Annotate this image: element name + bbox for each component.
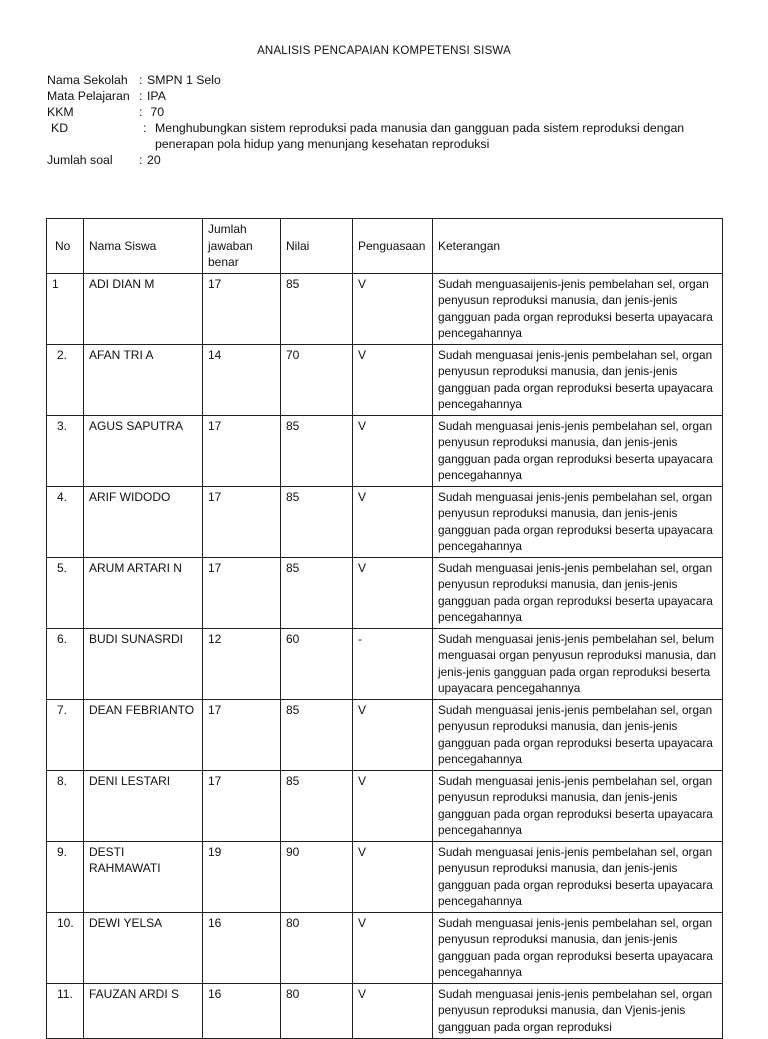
cell-mastery: V [353, 486, 433, 557]
cell-mastery: V [353, 344, 433, 415]
table-row [47, 628, 723, 699]
cell-no: 9. [47, 841, 84, 912]
header-name: Nama Siswa [84, 219, 203, 274]
cell-score: 85 [281, 699, 353, 770]
cell-mastery: - [353, 628, 433, 699]
meta-kkm-value: 70 [147, 105, 165, 119]
cell-score: 80 [281, 983, 353, 1038]
cell-remarks: Sudah menguasai jenis-jenis pembelahan sel, organ penyusun reproduksi manusia, dan jenis-jenis gangguan pada organ reproduksi beserta upayacara pencegahannya [433, 415, 723, 486]
cell-name: ARUM ARTARI N [84, 557, 203, 628]
meta-questions-row [47, 152, 727, 168]
cell-no: 8. [47, 770, 84, 841]
meta-questions-label: Jumlah soal [47, 153, 113, 167]
cell-score: 70 [281, 344, 353, 415]
cell-correct: 19 [203, 841, 281, 912]
table-row [47, 699, 723, 770]
cell-score: 85 [281, 415, 353, 486]
cell-correct: 17 [203, 486, 281, 557]
cell-score: 85 [281, 770, 353, 841]
table-row [47, 912, 723, 983]
meta-school-value: SMPN 1 Selo [147, 73, 221, 87]
cell-name: AGUS SAPUTRA [84, 415, 203, 486]
meta-colon: : [139, 89, 143, 103]
cell-mastery: V [353, 983, 433, 1038]
cell-mastery: V [353, 841, 433, 912]
header-remarks: Keterangan [433, 219, 723, 274]
cell-remarks: Sudah menguasai jenis-jenis pembelahan sel, organ penyusun reproduksi manusia, dan jenis-jenis gangguan pada organ reproduksi beserta upayacara pencegahannya [433, 770, 723, 841]
meta-kkm-label: KKM [47, 105, 74, 119]
table-row [47, 486, 723, 557]
meta-kd-label: KD [51, 121, 69, 135]
table-row [47, 770, 723, 841]
cell-remarks: Sudah menguasai jenis-jenis pembelahan sel, organ penyusun reproduksi manusia, dan jenis-jenis gangguan pada organ reproduksi beserta upayacara pencegahannya [433, 486, 723, 557]
cell-correct: 17 [203, 273, 281, 344]
cell-correct: 16 [203, 983, 281, 1038]
cell-correct: 16 [203, 912, 281, 983]
competency-table [46, 218, 723, 1039]
cell-remarks: Sudah menguasai jenis-jenis pembelahan sel, organ penyusun reproduksi manusia, dan jenis-jenis gangguan pada organ reproduksi beserta upayacara pencegahannya [433, 344, 723, 415]
cell-remarks: Sudah menguasai jenis-jenis pembelahan sel, organ penyusun reproduksi manusia, dan jenis-jenis gangguan pada organ reproduksi beserta upayacara pencegahannya [433, 699, 723, 770]
cell-no: 2. [47, 344, 84, 415]
cell-mastery: V [353, 415, 433, 486]
table-row [47, 841, 723, 912]
meta-questions-value: 20 [147, 153, 161, 167]
table-row [47, 557, 723, 628]
meta-subject-label: Mata Pelajaran [47, 89, 130, 103]
cell-remarks: Sudah menguasai jenis-jenis pembelahan sel, organ penyusun reproduksi manusia, dan jenis-jenis gangguan pada organ reproduksi beserta upayacara pencegahannya [433, 912, 723, 983]
cell-name: DEWI YELSA [84, 912, 203, 983]
cell-no: 4. [47, 486, 84, 557]
cell-score: 90 [281, 841, 353, 912]
cell-no: 5. [47, 557, 84, 628]
cell-remarks: Sudah menguasai jenis-jenis pembelahan sel, organ penyusun reproduksi manusia, dan Vjenis-jenis gangguan pada organ reproduksi [433, 983, 723, 1038]
cell-score: 85 [281, 557, 353, 628]
document-title: ANALISIS PENCAPAIAN KOMPETENSI SISWA [257, 45, 511, 57]
cell-name: BUDI SUNASRDI [84, 628, 203, 699]
cell-remarks: Sudah menguasai jenis-jenis pembelahan sel, organ penyusun reproduksi manusia, dan jenis-jenis gangguan pada organ reproduksi beserta upayacara pencegahannya [433, 841, 723, 912]
cell-no: 1 [47, 273, 84, 344]
cell-correct: 17 [203, 770, 281, 841]
meta-school-row [47, 72, 727, 88]
table-row [47, 415, 723, 486]
cell-no: 11. [47, 983, 84, 1038]
cell-mastery: V [353, 912, 433, 983]
table-row [47, 273, 723, 344]
header-mastery: Penguasaan [353, 219, 433, 274]
cell-remarks: Sudah menguasai jenis-jenis pembelahan sel, organ penyusun reproduksi manusia, dan jenis-jenis gangguan pada organ reproduksi beserta upayacara pencegahannya [433, 557, 723, 628]
header-score: Nilai [281, 219, 353, 274]
cell-no: 6. [47, 628, 84, 699]
cell-no: 7. [47, 699, 84, 770]
table-body [47, 273, 723, 1038]
document-meta [47, 72, 727, 168]
cell-correct: 17 [203, 557, 281, 628]
meta-colon: : [143, 121, 147, 135]
cell-correct: 12 [203, 628, 281, 699]
cell-mastery: V [353, 273, 433, 344]
table-row [47, 344, 723, 415]
meta-colon: : [139, 73, 143, 87]
meta-colon: : [139, 105, 143, 119]
cell-name: ARIF WIDODO [84, 486, 203, 557]
cell-mastery: V [353, 699, 433, 770]
cell-score: 85 [281, 273, 353, 344]
meta-subject-row [47, 88, 727, 104]
cell-mastery: V [353, 557, 433, 628]
table-header-row [47, 219, 723, 274]
cell-correct: 17 [203, 415, 281, 486]
meta-kkm-row [47, 104, 727, 120]
cell-mastery: V [353, 770, 433, 841]
cell-name: FAUZAN ARDI S [84, 983, 203, 1038]
header-correct: Jumlah jawaban benar [203, 219, 281, 274]
cell-name: AFAN TRI A [84, 344, 203, 415]
cell-name: ADI DIAN M [84, 273, 203, 344]
cell-score: 80 [281, 912, 353, 983]
cell-name: DEAN FEBRIANTO [84, 699, 203, 770]
cell-remarks: Sudah menguasaijenis-jenis pembelahan sel, organ penyusun reproduksi manusia, dan jenis-jenis gangguan pada organ reproduksi beserta upayacara pencegahannya [433, 273, 723, 344]
meta-subject-value: IPA [147, 89, 166, 103]
meta-kd-value: Menghubungkan sistem reproduksi pada manusia dan gangguan pada sistem reproduksi dengan penerapan pola hidup yang menunjang kesehatan reproduksi [155, 121, 685, 151]
meta-kd-row [47, 120, 727, 152]
cell-correct: 14 [203, 344, 281, 415]
header-no: No [47, 219, 84, 274]
cell-name: DESTI RAHMAWATI [84, 841, 203, 912]
cell-no: 10. [47, 912, 84, 983]
table-row [47, 983, 723, 1038]
cell-score: 60 [281, 628, 353, 699]
meta-school-label: Nama Sekolah [47, 73, 128, 87]
cell-correct: 17 [203, 699, 281, 770]
meta-colon: : [139, 153, 143, 167]
cell-score: 85 [281, 486, 353, 557]
cell-remarks: Sudah menguasai jenis-jenis pembelahan sel, belum menguasai organ penyusun reproduksi manusia, dan jenis-jenis gangguan pada organ reproduksi beserta upayacara pencegahannya [433, 628, 723, 699]
cell-no: 3. [47, 415, 84, 486]
cell-name: DENI LESTARI [84, 770, 203, 841]
